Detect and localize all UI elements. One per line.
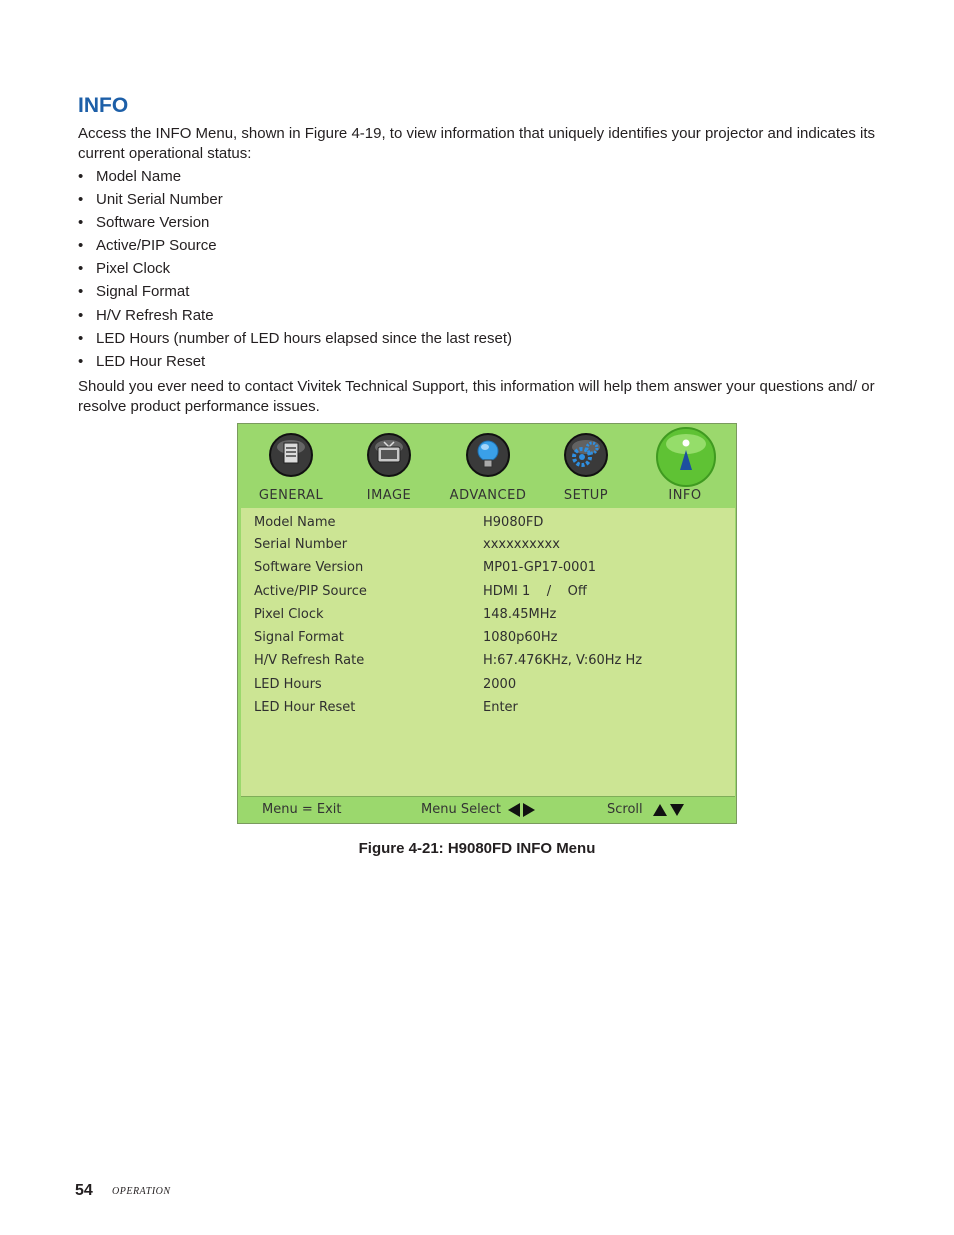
info-value: H:67.476KHz, V:60Hz Hz: [483, 653, 643, 668]
bullet-marker: •: [78, 329, 84, 347]
figure-caption: Figure 4-21: H9080FD INFO Menu: [358, 840, 596, 857]
info-value: HDMI 1 / Off: [483, 584, 587, 599]
tab-general[interactable]: [242, 424, 340, 508]
arrow-right-icon: [523, 803, 535, 817]
info-panel: [241, 508, 735, 796]
info-items-list: [78, 166, 512, 374]
section-heading: INFO: [78, 94, 129, 117]
scroll-hint: Scroll: [607, 802, 684, 817]
list-item: • Unit Serial Number: [78, 191, 223, 209]
info-icon: [655, 426, 717, 488]
tab-info[interactable]: [636, 424, 734, 508]
tab-setup[interactable]: [537, 424, 635, 508]
menu-footer: [241, 796, 735, 823]
gears-icon: [563, 432, 609, 478]
info-label: Software Version: [254, 560, 364, 575]
list-item: • Model Name: [78, 168, 182, 185]
list-item: • Active/PIP Source: [78, 237, 217, 255]
info-value: xxxxxxxxxx: [483, 537, 560, 552]
info-value: 1080p60Hz: [483, 630, 558, 645]
info-value: H9080FD: [483, 515, 544, 530]
tab-label: GENERAL: [258, 488, 324, 503]
info-label: Serial Number: [254, 537, 348, 552]
list-item: • Pixel Clock: [78, 260, 171, 278]
info-value: MP01-GP17-0001: [483, 560, 596, 575]
support-paragraph: Should you ever need to contact Vivitek Technical Support, this information will help them answer your questions and/ or resolve product performance issues.: [78, 378, 875, 415]
bullet-marker: •: [78, 191, 84, 209]
menu-exit-hint: Menu = Exit: [262, 802, 342, 817]
tab-label: IMAGE: [366, 488, 412, 503]
info-label: Model Name: [254, 515, 336, 530]
list-item: • Software Version: [78, 214, 210, 232]
menu-tab-bar: [238, 424, 736, 508]
info-label: H/V Refresh Rate: [254, 653, 365, 668]
page-number: 54: [75, 1182, 93, 1199]
tab-image[interactable]: [340, 424, 438, 508]
section-footer: OPERATION: [112, 1186, 171, 1197]
bullet-marker: •: [78, 214, 84, 232]
list-item: • LED Hours (number of LED hours elapsed since the last reset): [78, 329, 513, 347]
arrow-up-icon: [653, 804, 667, 816]
list-item: • LED Hour Reset: [78, 352, 206, 370]
tab-label: ADVANCED: [449, 488, 527, 503]
tab-label: SETUP: [563, 488, 609, 503]
info-value: 2000: [483, 677, 517, 692]
intro-paragraph: Access the INFO Menu, shown in Figure 4-19, to view information that uniquely identifies your projector and indicates its current operational status:: [78, 125, 876, 162]
bullet-marker: •: [78, 283, 84, 301]
led-hour-reset-enter[interactable]: Enter: [483, 700, 518, 715]
bullet-marker: •: [78, 260, 84, 278]
tab-advanced[interactable]: [439, 424, 537, 508]
arrow-down-icon: [670, 804, 684, 816]
info-label: LED Hours: [254, 677, 322, 692]
tv-icon: [366, 432, 412, 478]
menu-select-hint: Menu Select: [421, 802, 535, 817]
info-label: Signal Format: [254, 630, 344, 645]
tab-label: INFO: [668, 488, 702, 503]
list-item: • H/V Refresh Rate: [78, 306, 214, 324]
arrow-left-icon: [508, 803, 520, 817]
lightbulb-icon: [465, 432, 511, 478]
info-label: LED Hour Reset: [254, 700, 356, 715]
info-menu-figure: [237, 423, 737, 824]
bullet-marker: •: [78, 306, 84, 324]
info-label: Active/PIP Source: [254, 584, 367, 599]
list-item: • Signal Format: [78, 283, 190, 301]
bullet-marker: •: [78, 237, 84, 255]
info-value: 148.45MHz: [483, 607, 557, 622]
bullet-marker: •: [78, 168, 84, 185]
document-icon: [268, 432, 314, 478]
info-label: Pixel Clock: [254, 607, 324, 622]
bullet-marker: •: [78, 352, 84, 370]
